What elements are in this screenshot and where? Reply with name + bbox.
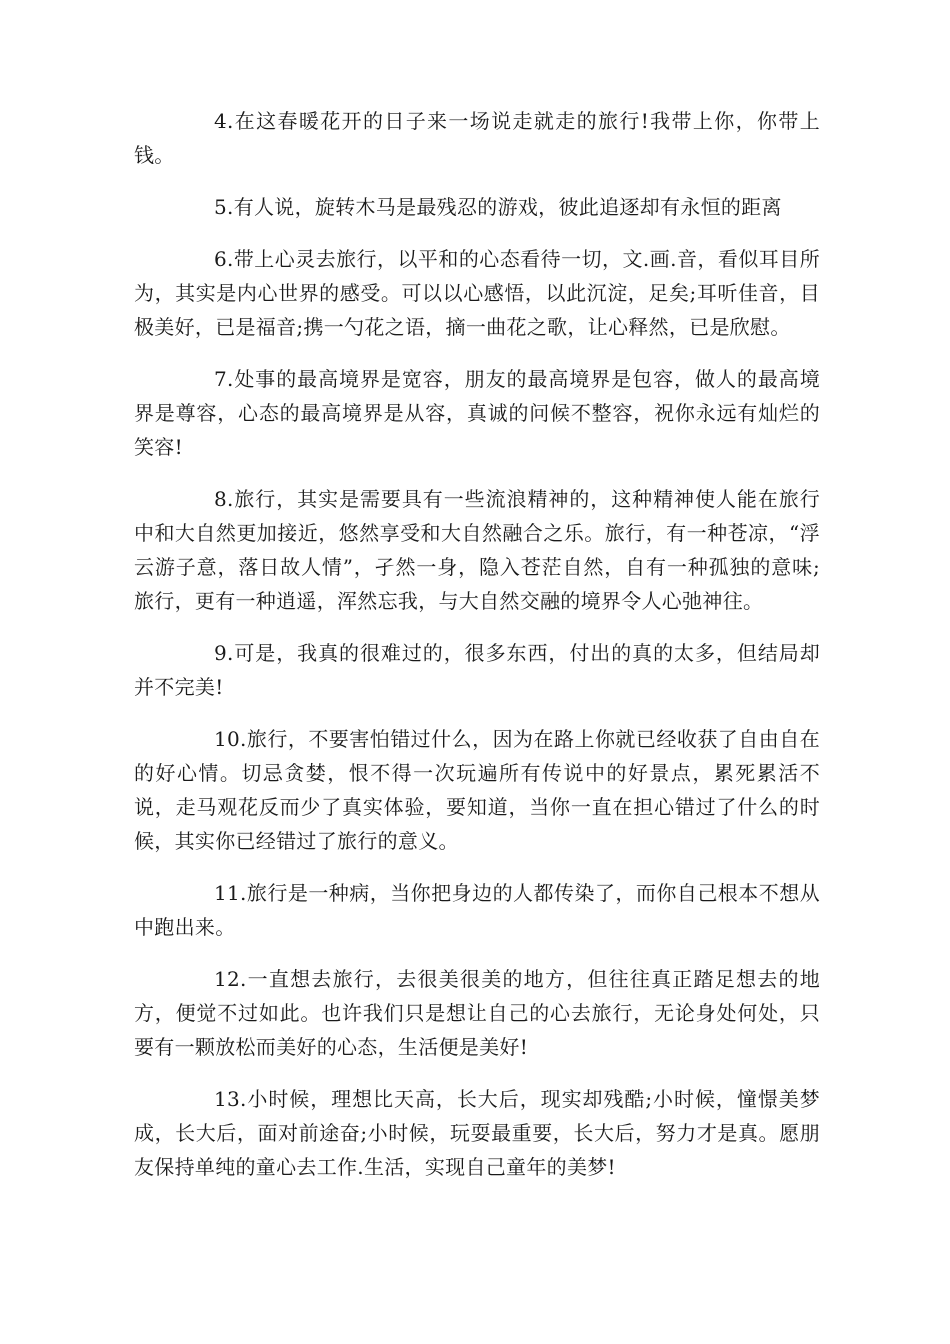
item-number: 6. xyxy=(214,247,234,271)
item-text: 有人说，旋转木马是最残忍的游戏，彼此追逐却有永恒的距离 xyxy=(233,195,782,219)
item-number: 12. xyxy=(214,967,247,991)
item-text: 一直想去旅行，去很美很美的地方，但往往真正踏足想去的地方，便觉不过如此。也许我们只是想让自己的心去旅行，无论身处何处，只要有一颗放松而美好的心态，生活便是美好! xyxy=(134,967,820,1059)
item-text: 旅行，其实是需要具有一些流浪精神的，这种精神使人能在旅行中和大自然更加接近，悠然享受和大自然融合之乐。旅行，有一种苍凉，“浮云游子意，落日故人情”，孑然一身，隐入苍茫自然，自有一种孤独的意味;旅行，更有一种逍遥，浑然忘我，与大自然交融的境界令人心弛神往。 xyxy=(134,487,820,613)
item-number: 11. xyxy=(214,881,247,905)
item-text: 旅行，不要害怕错过什么，因为在路上你就已经收获了自由自在的好心情。切忌贪婪，恨不得一次玩遍所有传说中的好景点，累死累活不说，走马观花反而少了真实体验，要知道，当你一直在担心错过了什么的时候，其实你已经错过了旅行的意义。 xyxy=(134,727,820,853)
item-text: 小时候，理想比天高，长大后，现实却残酷;小时候，憧憬美梦成，长大后，面对前途奋;小时候，玩耍最重要，长大后，努力才是真。愿朋友保持单纯的童心去工作.生活，实现自己童年的美梦! xyxy=(134,1087,820,1179)
item-number: 4. xyxy=(214,109,234,133)
list-item xyxy=(134,722,820,858)
item-text: 带上心灵去旅行，以平和的心态看待一切，文.画.音，看似耳目所为，其实是内心世界的感受。可以以心感悟，以此沉淀，足矣;耳听佳音，目极美好，已是福音;携一勺花之语，摘一曲花之歌，让心释然，已是欣慰。 xyxy=(134,247,820,339)
item-number: 5. xyxy=(214,195,234,219)
item-number: 13. xyxy=(214,1087,247,1111)
item-number: 9. xyxy=(214,641,234,665)
list-item xyxy=(134,876,820,944)
item-number: 8. xyxy=(214,487,234,511)
list-item xyxy=(134,242,820,344)
list-item xyxy=(134,962,820,1064)
list-item xyxy=(134,190,820,224)
list-item xyxy=(134,636,820,704)
list-item xyxy=(134,362,820,464)
list-item xyxy=(134,1082,820,1184)
list-item xyxy=(134,104,820,172)
item-number: 7. xyxy=(214,367,234,391)
document-body xyxy=(134,104,820,1202)
item-text: 在这春暖花开的日子来一场说走就走的旅行!我带上你，你带上钱。 xyxy=(134,109,820,167)
list-item xyxy=(134,482,820,618)
item-text: 处事的最高境界是宽容，朋友的最高境界是包容，做人的最高境界是尊容，心态的最高境界是从容，真诚的问候不整容，祝你永远有灿烂的笑容! xyxy=(134,367,820,459)
item-number: 10. xyxy=(214,727,247,751)
item-text: 可是，我真的很难过的，很多东西，付出的真的太多，但结局却并不完美! xyxy=(134,641,820,699)
item-text: 旅行是一种病，当你把身边的人都传染了，而你自己根本不想从中跑出来。 xyxy=(134,881,820,939)
